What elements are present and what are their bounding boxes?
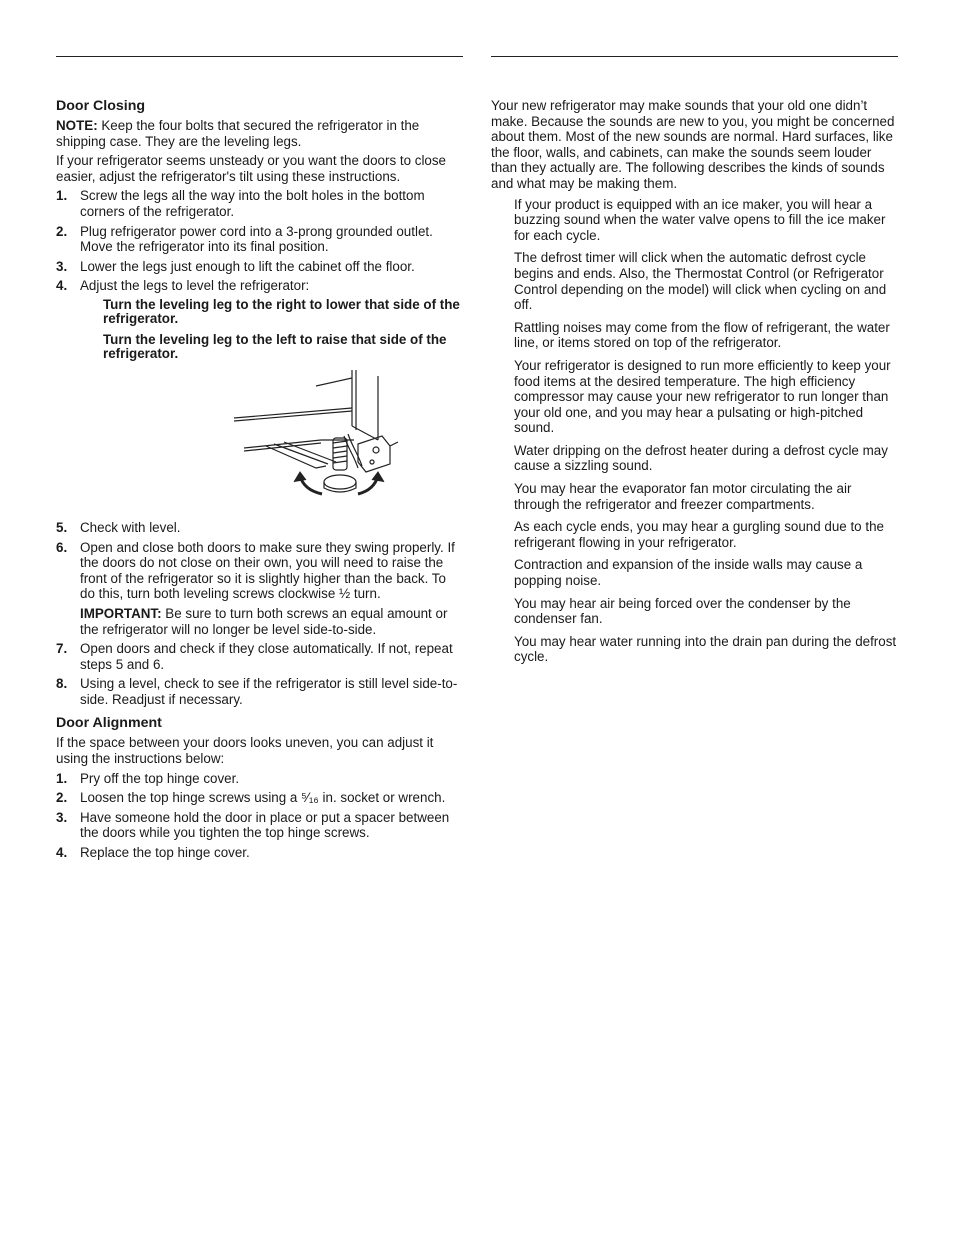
alignment-step-1: 1. Pry off the top hinge cover. bbox=[56, 770, 240, 786]
alignment-step-3: 3. Have someone hold the door in place or put a spacer between the doors while you tighten the top hinge screws. bbox=[56, 809, 450, 841]
alignment-step-2: 2. Loosen the top hinge screws using a ⁵⁄₁₆ in. socket or wrench. bbox=[56, 790, 446, 806]
sound-item: The defrost timer will click when the automatic defrost cycle begins and ends. Also, the Thermostat Control (or Refrigerator Control depending on the model) will click when cycling on and off. bbox=[514, 250, 887, 313]
sounds-intro: Your new refrigerator may make sounds that your old one didn’t make. Because the sounds are new to you, you might be concerned about them. Most of the new sounds are normal. Hard surfaces, like the floor, walls, and cabinets, can make the sounds seem louder than they actually are. The following describes the kinds of sounds and what may be making them. bbox=[491, 98, 895, 191]
step-5: 5. Check with level. bbox=[56, 519, 181, 535]
left-top-rule bbox=[56, 56, 463, 57]
sound-item: You may hear the evaporator fan motor circulating the air through the refrigerator and freezer compartments. bbox=[514, 481, 852, 512]
door-closing-intro: If your refrigerator seems unsteady or you want the doors to close easier, adjust the refrigerator's tilt using these instructions. bbox=[56, 153, 447, 184]
sound-item: Contraction and expansion of the inside walls may cause a popping noise. bbox=[514, 557, 863, 589]
sound-item: As each cycle ends, you may hear a gurgling sound due to the refrigerant flowing in your refrigerator. bbox=[514, 519, 884, 550]
note-paragraph bbox=[56, 118, 464, 149]
sound-item: Your refrigerator is designed to run more efficiently to keep your food items at the desired temperature. The high efficiency compressor may cause your new refrigerator to run longer than your old one, and you may hear a pulsating or high-pitched sound. bbox=[514, 357, 891, 436]
important-label: IMPORTANT: bbox=[80, 605, 162, 621]
sound-item: You may hear water running into the drain pan during the defrost cycle. bbox=[514, 633, 897, 665]
left-column bbox=[56, 98, 464, 865]
sound-item: Rattling noises may come from the flow of refrigerant, the water line, or items stored on top of the refrigerator. bbox=[514, 319, 890, 351]
step-1: 1. Screw the legs all the way into the bolt holes in the bottom corners of the refrigerator. bbox=[56, 188, 425, 219]
note-text: Keep the four bolts that secured the refrigerator in the shipping case. They are the leveling legs. bbox=[56, 118, 420, 149]
right-column bbox=[491, 98, 897, 672]
leveling-leg-drawing bbox=[176, 368, 406, 508]
leveling-leg-illustration bbox=[56, 368, 464, 516]
sound-item: If your product is equipped with an ice maker, you will hear a buzzing sound when the water valve opens to fill the ice maker for each cycle. bbox=[514, 196, 886, 243]
important-note bbox=[80, 606, 464, 637]
door-alignment-heading: Door Alignment bbox=[56, 715, 162, 732]
door-closing-heading: Door Closing bbox=[56, 98, 146, 114]
sound-item: You may hear air being forced over the condenser by the condenser fan. bbox=[514, 595, 851, 627]
step-3: 3. Lower the legs just enough to lift the cabinet off the floor. bbox=[56, 258, 415, 274]
step-4: 4. Adjust the legs to level the refrigerator: bbox=[56, 278, 310, 294]
important-text: Be sure to turn both screws an equal amount or the refrigerator will no longer be level side-to-side. bbox=[80, 605, 448, 637]
step-2: 2. Plug refrigerator power cord into a 3-prong grounded outlet. Move the refrigerator into its final position. bbox=[56, 223, 433, 255]
step-6: 6. Open and close both doors to make sure they swing properly. If the doors do not close on their own, you will need to raise the front of the refrigerator so it is slightly higher than the back. To do this, turn both leveling screws clockwise ½ turn. bbox=[56, 539, 455, 602]
sound-item: Water dripping on the defrost heater during a defrost cycle may cause a sizzling sound. bbox=[514, 442, 888, 474]
right-top-rule bbox=[491, 56, 898, 57]
leveling-left-instruction: Turn the leveling leg to the left to raise that side of the refrigerator. bbox=[103, 331, 447, 362]
note-label: NOTE: bbox=[56, 118, 98, 133]
leveling-right-instruction: Turn the leveling leg to the right to lower that side of the refrigerator. bbox=[103, 296, 460, 327]
alignment-step-4: 4. Replace the top hinge cover. bbox=[56, 845, 250, 861]
step-8: 8. Using a level, check to see if the refrigerator is still level side-to-side. Readjust if necessary. bbox=[56, 676, 458, 707]
door-alignment-intro: If the space between your doors looks uneven, you can adjust it using the instructions below: bbox=[56, 735, 434, 767]
step-7: 7. Open doors and check if they close automatically. If not, repeat steps 5 and 6. bbox=[56, 641, 453, 672]
